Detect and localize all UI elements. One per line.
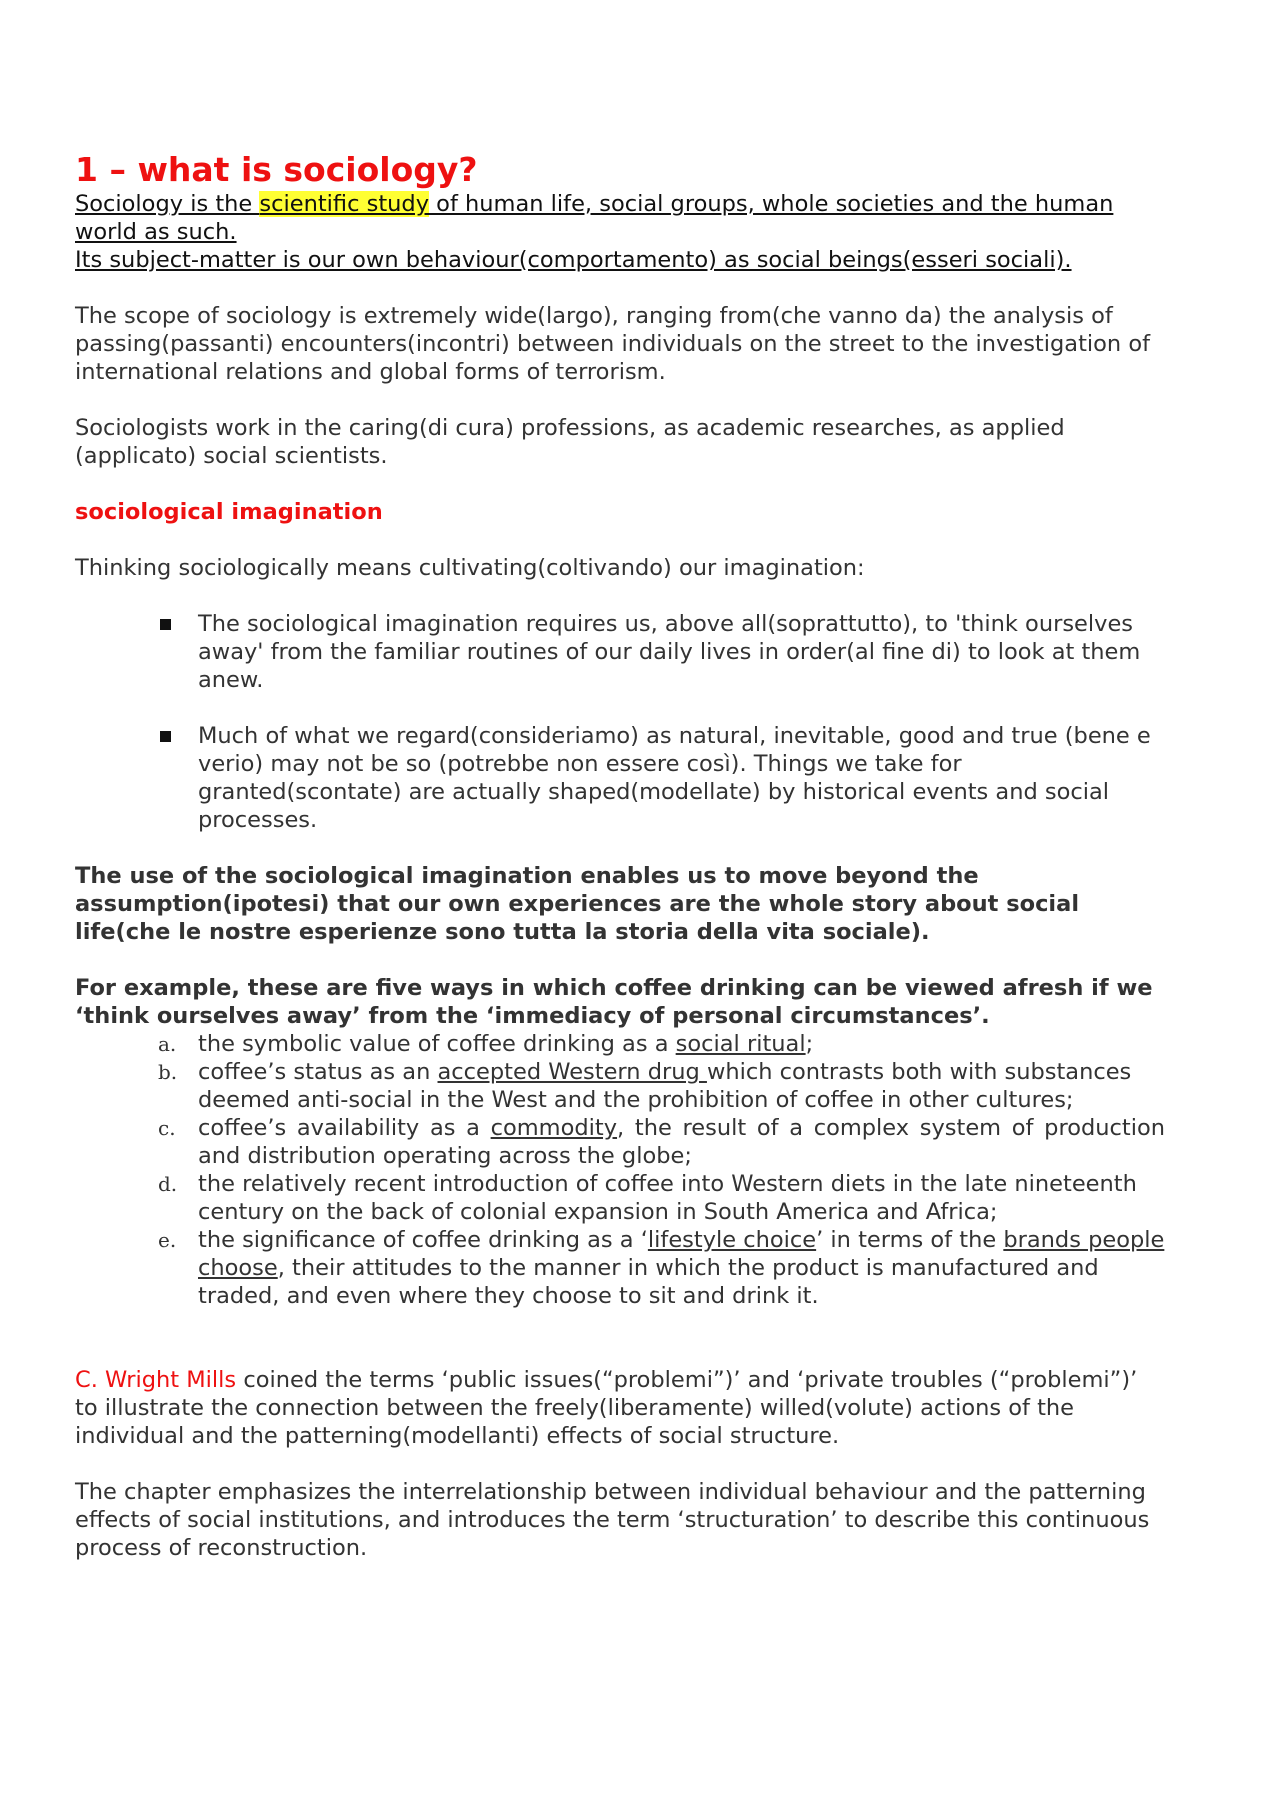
item-text: the relatively recent introduction of coffee into Western diets in the late nineteenth century on the back of colonial expansion in South America and Africa; xyxy=(198,1171,1137,1225)
intro-text-2: of human life, social groups, whole societies and the human world as such. xyxy=(75,191,1114,245)
underlined-term: brands people choose xyxy=(198,1227,1165,1281)
mills-paragraph xyxy=(75,1366,1165,1450)
section-heading: sociological imagination xyxy=(75,499,383,525)
coffee-list xyxy=(75,1030,1165,1310)
document-page xyxy=(75,150,1165,1562)
list-item xyxy=(198,610,1165,694)
bold-paragraph-imagination: The use of the sociological imagination enables us to move beyond the assumption(ipotesi) that our own experiences are the whole story about social life(che le nostre esperienze sono tutta la storia della vita sociale). xyxy=(75,863,1080,945)
list-item xyxy=(158,1030,1165,1058)
item-text: , their attitudes to the manner in which the product is manufactured and traded, and even where they choose to sit and drink it. xyxy=(198,1255,1099,1309)
list-item xyxy=(158,1170,1165,1226)
list-item xyxy=(158,1058,1165,1114)
mills-text: coined the terms ‘public issues(“problemi”)’ and ‘private troubles (“problemi”)’ to illustrate the connection between the freely(liberamente) willed(volute) actions of the individual and the patterning(modellanti) effects of social structure. xyxy=(75,1367,1138,1449)
author-name: C. Wright Mills xyxy=(75,1367,237,1393)
item-text: coffee’s availability as a xyxy=(198,1115,491,1141)
list-marker: d. xyxy=(158,1172,178,1196)
underlined-term: accepted Western drug xyxy=(437,1059,707,1085)
scope-paragraph: The scope of sociology is extremely wide(largo), ranging from(che vanno da) the analysis of passing(passanti) encounters(incontri) between individuals on the street to the investigation of international relations and global forms of terrorism. xyxy=(75,303,1151,385)
list-marker: e. xyxy=(158,1228,177,1252)
square-bullet-icon xyxy=(160,619,171,630)
underlined-term: lifestyle choice xyxy=(647,1227,817,1253)
page-title: 1 – what is sociology? xyxy=(75,150,478,189)
chapter-paragraph: The chapter emphasizes the interrelationship between individual behaviour and the patterning effects of social institutions, and introduces the term ‘structuration’ to describe this continuous process of reconstruction. xyxy=(75,1479,1150,1561)
square-bullet-icon xyxy=(160,731,171,742)
bullet-text: Much of what we regard(consideriamo) as natural, inevitable, good and true (bene e verio) may not be so (potrebbe non essere così). Things we take for granted(scontate) are actually shaped(modellate) by historical events and social processes. xyxy=(198,723,1151,833)
bullet-text: The sociological imagination requires us, above all(soprattutto), to 'think ourselves away' from the familiar routines of our daily lives in order(al fine di) to look at them anew. xyxy=(198,611,1141,693)
underlined-term: social ritual xyxy=(675,1031,806,1057)
item-text: , the result of a complex system of production and distribution operating across the globe; xyxy=(198,1115,1165,1169)
highlighted-term: scientific study xyxy=(259,191,430,217)
item-text: the significance of coffee drinking as a ‘ xyxy=(198,1227,648,1253)
list-item xyxy=(158,1114,1165,1170)
list-marker: a. xyxy=(158,1032,177,1056)
list-item xyxy=(158,1226,1165,1310)
bullet-list xyxy=(75,610,1165,834)
subject-matter-line: Its subject-matter is our own behaviour(comportamento) as social beings(esseri sociali). xyxy=(75,247,1072,273)
intro-text-1: Sociology is the xyxy=(75,191,260,217)
thinking-paragraph: Thinking sociologically means cultivating(coltivando) our imagination: xyxy=(75,555,865,581)
list-marker: b. xyxy=(158,1060,178,1084)
sociologists-paragraph: Sociologists work in the caring(di cura) professions, as academic researches, as applied (applicato) social scientists. xyxy=(75,415,1065,469)
item-text: coffee’s status as an xyxy=(198,1059,438,1085)
list-marker: c. xyxy=(158,1116,176,1140)
item-text: ’ in terms of the xyxy=(816,1227,1004,1253)
intro-paragraph xyxy=(75,190,1165,246)
item-text: which contrasts both with substances deemed anti-social in the West and the prohibition of coffee in other cultures; xyxy=(198,1059,1132,1113)
item-text: the symbolic value of coffee drinking as a xyxy=(198,1031,676,1057)
list-item xyxy=(198,722,1165,834)
item-text: ; xyxy=(805,1031,814,1057)
bold-paragraph-coffee: For example, these are five ways in which coffee drinking can be viewed afresh if we ‘think ourselves away’ from the ‘immediacy of personal circumstances’. xyxy=(75,975,1153,1029)
underlined-term: commodity xyxy=(490,1115,618,1141)
